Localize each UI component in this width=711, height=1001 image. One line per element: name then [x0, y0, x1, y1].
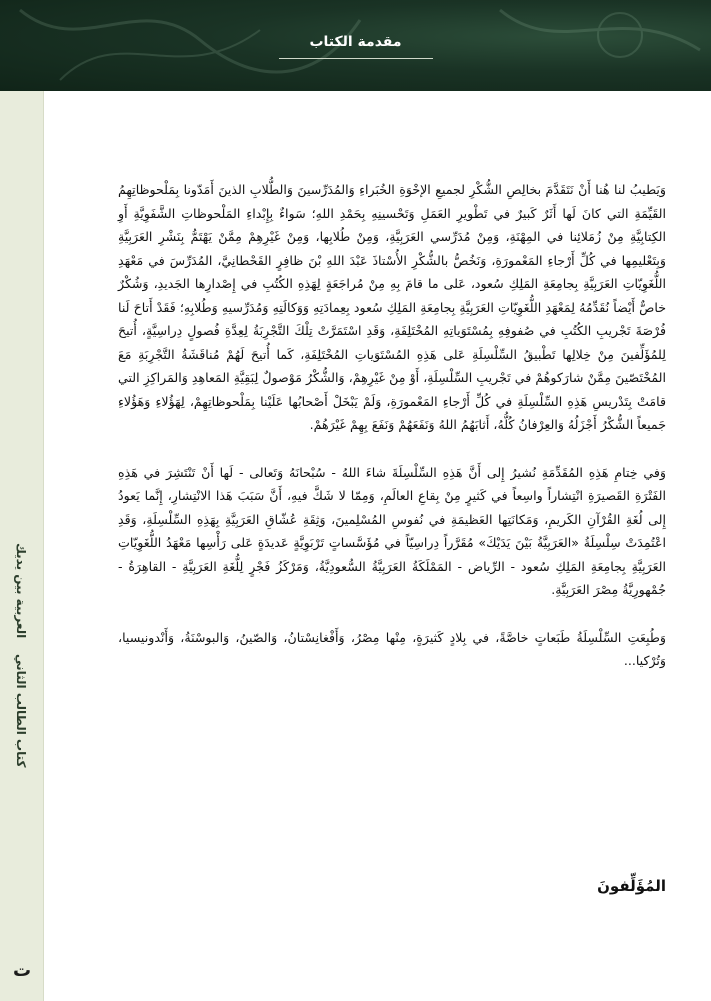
- page-header: [0, 0, 711, 91]
- paragraph-editions: وَطُبِعَتِ السِّلْسِلَةُ طَبَعاتٍ خاصَّةً، في بِلادٍ كَثيرَةٍ، مِنْها مِصْرُ، وَأَفْغانِسْتانُ، وَالصّينُ، وَالبوسْنَةُ، وَأَنْدونيسيا، وَتُرْكيا...: [118, 629, 666, 668]
- page-title: مقدمة الكتاب: [309, 34, 402, 50]
- page-number: ت: [12, 960, 32, 981]
- side-strip: [0, 91, 44, 1001]
- series-title: العربية بين يديك: [14, 542, 28, 638]
- paragraph-thanks: وَيَطيبُ لنا هُنا أَنْ نَتَقَدَّمَ بخالِصِ الشُّكْرِ لجميعِ الإخْوَةِ الخُبَراءِ وَالمُدَرِّسينَ وَالطُّلابِ الذينَ أَمَدّونا بِمَلْحوظاتِهِمُ القَيِّمَةِ التي كانَ لَها أَثَرٌ كَبيرٌ في تَطْويرِ العَمَلِ وَتَحْسينِهِ بِحَمْدِ اللهِ؛ سَواءٌ بِإِبْداءِ المَلْحوظاتِ الشَّفَوِيَّةِ أَوِ الكِتابِيَّةِ مِنْ زُمَلائِنا في المِهْنَةِ، وَمِنْ مُدَرِّسي العَرَبِيَّةِ، وَمِنْ طُلابِها، وَمِنْ غَيْرِهِمْ مِمَّنْ يَهْتَمُّ بِنَشْرِ العَرَبِيَّةِ وَبِتَعْليمِها في كُلِّ أَرْجاءِ المَعْمورَةِ، وَنَخُصُّ بالشُّكْرِ الأُسْتاذَ عَبْدَ اللهِ بْنَ ظافِرٍ القَحْطانِيَّ، المُدَرِّسَ في مَعْهَدِ اللُّغَوِيّاتِ العَرَبِيَّةِ بِجامِعَةِ المَلِكِ سُعود، عَلى ما قامَ بِهِ مِنْ مُراجَعَةٍ لِهَذِهِ الكُتُبِ في إِصْدارِها الجَديدِ، وَشُكْرٌ خاصٌّ أَيْضاً نُقَدِّمُهُ لِمَعْهَدِ اللُّغَوِيّاتِ العَرَبِيَّةِ بِجامِعَةِ المَلِكِ سُعود بِعِمادَتِهِ وَوَكالَتِهِ وَمُدَرِّسيهِ وَطُلابِهِ؛ فَقَدْ أَتاحَ لَنا فُرْصَةَ تَجْريبِ الكُتُبِ في صُفوفِهِ بِمُسْتَوَياتِهِ المُخْتَلِفَةِ، وَقَدِ اسْتَمَرَّتْ تِلْكَ التَّجْرِبَةُ لِعِدَّةِ فُصولٍ دِراسِيَّةٍ، أُتيحَ لِلمُؤَلِّفينَ مِنْ خِلالِها تَطْبيقُ السِّلْسِلَةِ عَلى هَذِهِ المُسْتَوَياتِ المُخْتَلِفَةِ، كَما أُتيحَ لَهُمْ مُناقَشَةُ التَّجْرِبَةِ مَعَ المُخْتَصّينَ مِمَّنْ شارَكوهُمْ في تَجْريبِ السِّلْسِلَةِ، أَوْ مِنْ غَيْرِهِمْ، وَالشُّكْرُ مَوْصولٌ لِبَقِيَّةِ المَعاهِدِ وَالمَراكِزِ التي قامَتْ بِتَدْريسِ هَذِهِ السِّلْسِلَةِ في كُلِّ أَرْجاءِ المَعْمورَةِ، وَلَمْ يَبْخَلْ أَصْحابُها عَلَيْنا بِمَلْحوظاتِهِمْ، لِهَؤُلاءِ وَهَؤُلاءِ جَميعاً الشُّكْرُ أَجْزَلُهُ وَالعِرْفانُ كُلُّهُ، أَثابَهُمُ اللهُ وَنَفَعَهُمْ وَنَفَعَ بِهِمْ غَيْرَهُمْ.: [118, 182, 666, 432]
- author-signature: المُؤَلِّفونَ: [597, 877, 666, 895]
- title-underline: [279, 58, 433, 59]
- side-label: [8, 542, 34, 768]
- paragraph-closing: وَفي خِتامِ هَذِهِ المُقَدِّمَةِ نُشيرُ إِلى أَنَّ هَذِهِ السِّلْسِلَةَ شاءَ اللهُ - سُبْحانَهُ وَتَعالى - لَها أَنْ تَنْتَشِرَ في هَذِهِ الفَتْرَةِ القَصيرَةِ انْتِشاراً واسِعاً في كَثيرٍ مِنْ بِقاعِ العالَمِ، وَمِمّا لا شَكَّ فيهِ، أَنَّ سَبَبَ هَذا الانْتِشارِ، إِنَّما يَعودُ إِلى لُغَةِ القُرْآنِ الكَريمِ، وَمَكانَتِها العَظيمَةِ في نُفوسِ المُسْلِمينَ، وَثِقَةِ عُشّاقِ العَرَبِيَّةِ بِهَذِهِ السِّلْسِلَةِ، وَقَدِ اعْتُمِدَتْ سِلْسِلَةُ «العَرَبِيَّةُ بَيْنَ يَدَيْكَ» مُقَرَّراً دِراسِيّاً في مُؤَسَّساتٍ تَرْبَوِيَّةٍ عَديدَةٍ عَلى رَأْسِها مَعْهَدُ اللُّغَوِيّاتِ العَرَبِيَّةِ بِجامِعَةِ المَلِكِ سُعود - الرِّياض - المَمْلَكَةُ العَرَبِيَّةُ السُّعودِيَّةُ، وَمَرْكَزُ فَجْرٍ لِلُّغَةِ العَرَبِيَّةِ - القاهِرَةُ - جُمْهورِيَّةُ مِصْرَ العَرَبِيَّةِ.: [118, 464, 666, 597]
- body-text: [118, 178, 666, 697]
- book-label: كتاب الطالب الثاني: [14, 653, 28, 768]
